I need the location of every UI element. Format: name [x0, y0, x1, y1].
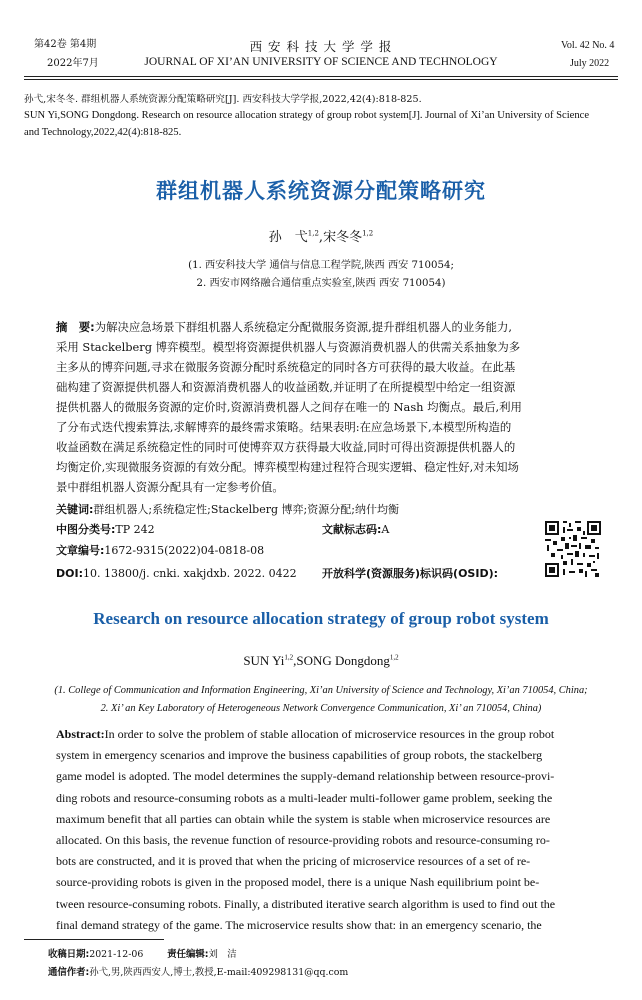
abstract-cn-line: 础构建了资源提供机器人和资源消费机器人的收益函数,并证明了在所提模型中给定一组资源 [56, 380, 516, 394]
header-rule-top [24, 76, 618, 77]
author-2: 宋冬冬 [323, 230, 363, 245]
keywords-cn [56, 501, 616, 519]
header-journal-cn: 西 安 科 技 大 学 学 报 [249, 39, 393, 54]
author-en-1: SUN Yi [243, 653, 285, 668]
abstract-en-line: maximum benefit that all parties can obtain while the system is stable when microservice resources are [56, 811, 551, 826]
abstract-en-line: source-providing robots is given in the proposed model, there is a unique Nash equilibrium point be- [56, 875, 540, 890]
footnote-received [48, 948, 237, 962]
osid [322, 565, 498, 583]
title-cn: 群组机器人系统资源分配策略研究 [156, 179, 486, 203]
author-sep: , [318, 230, 324, 245]
author-en-sep: , [293, 653, 297, 668]
article-no-value: 1672-9315(2022)04-0818-08 [104, 544, 265, 557]
doi-label: DOI: [56, 567, 83, 580]
affil-cn-2: 2. 西安市网络融合通信重点实验室,陕西 西安 710054) [196, 278, 446, 289]
abstract-cn-line: 均衡定价,实现微服务资源的有效分配。博弈模型构建过程符合现实逻辑、稳定性好,对未知场 [56, 460, 519, 474]
doi [56, 565, 297, 583]
abstract-cn-line: 主多从的博弈问题,寻求在微服务资源分配时系统稳定的同时各方可获得的最大收益。在此基 [56, 360, 516, 374]
abstract-cn [56, 317, 602, 497]
document-code [322, 521, 389, 539]
affil-cn-1: (1. 西安科技大学 通信与信息工程学院,陕西 西安 710054; [188, 260, 454, 271]
editor-label: 责任编辑: [167, 949, 209, 960]
citation-en-line1: SUN Yi,SONG Dongdong. Research on resource allocation strategy of group robot system[J]. Journal of Xi’an University of Science [24, 110, 590, 121]
author-2-sup: 1,2 [362, 229, 374, 238]
clc-value: TP 242 [115, 523, 155, 536]
abstract-en-line: game model is adopted. The model determines the supply-demand relationship between resource-provi- [56, 769, 555, 784]
abstract-cn-line: 了分布式迭代搜索算法,求解博弈的最终需求策略。结果表明:在应急场景下,本模型所构造的 [56, 420, 512, 434]
osid-label: 开放科学(资源服务)标识码(OSID): [322, 567, 499, 580]
footnote-corresponding [48, 966, 348, 980]
header-journal-en: JOURNAL OF XI’AN UNIVERSITY OF SCIENCE AND TECHNOLOGY [144, 56, 498, 68]
abstract-en-line: final demand strategy of the game. The microservice results show that: in an emergency scenario, the [56, 917, 542, 932]
article-no-label: 文章编号: [56, 544, 105, 557]
clc-code [56, 521, 155, 539]
affil-en-2: 2. Xi’ an Key Laboratory of Heterogeneous Network Convergence Communication, Xi’ an 710054, China) [100, 703, 542, 714]
abstract-cn-line: 提供机器人的微服务资源的定价时,资源消费机器人之间存在唯一的 Nash 均衡点。最后,利用 [56, 400, 522, 414]
author-en-2-sup: 1,2 [389, 653, 399, 662]
abstract-en-line: tween resource-consuming robots. Finally, a distributed iterative search algorithm is used to find out the [56, 896, 556, 911]
clc-label: 中图分类号: [56, 523, 116, 536]
header-vol-issue-cn: 第42卷 第4期 [34, 39, 97, 50]
doi-value: 10. 13800/j. cnki. xakjdxb. 2022. 0422 [82, 567, 297, 580]
author-1-sup: 1,2 [307, 229, 319, 238]
affil-en-1: (1. College of Communication and Information Engineering, Xi’an University of Science and Technology, Xi’an 710054, China; [54, 685, 588, 696]
header-vol-issue-en: Vol. 42 No. 4 [561, 40, 615, 51]
abstract-en [56, 724, 604, 936]
abstract-cn-label: 摘 要: [56, 320, 95, 334]
footnote-rule [24, 939, 164, 940]
keywords-label: 关键词: [56, 503, 94, 516]
abstract-cn-line: 为解决应急场景下群组机器人系统稳定分配微服务资源,提升群组机器人的业务能力, [94, 320, 513, 334]
author-en-1-sup: 1,2 [284, 653, 294, 662]
article-number [56, 542, 264, 560]
received-value: 2021-12-06 [89, 949, 144, 960]
received-label: 收稿日期: [48, 949, 90, 960]
abstract-en-line: ding robots and resource-consuming robots as a multi-leader multi-follower game problem, seeking the [56, 790, 553, 805]
title-en: Research on resource allocation strategy of group robot system [93, 609, 549, 628]
abstract-cn-line: 收益函数在满足系统稳定性的同时可使博弈双方获得最大收益,同时可得出资源提供机器人的 [56, 440, 516, 454]
doc-code-label: 文献标志码: [322, 523, 382, 536]
abstract-en-line: system in emergency scenarios and improve the business capabilities of group robots, the stackelberg [56, 748, 543, 763]
keywords-value: 群组机器人;系统稳定性;Stackelberg 博弈;资源分配;纳什均衡 [93, 503, 399, 516]
abstract-cn-line: 景中群组机器人资源分配具有一定参考价值。 [56, 480, 284, 494]
corr-label: 通信作者: [48, 967, 90, 978]
doc-code-value: A [381, 523, 390, 536]
abstract-en-line: In order to solve the problem of stable allocation of microservice resources in the group robot [104, 727, 555, 741]
qr-code-icon[interactable] [545, 521, 601, 577]
abstract-cn-line: 采用 Stackelberg 博弈模型。模型将资源提供机器人与资源消费机器人的供需关系抽象为多 [56, 340, 521, 354]
header-date-en: July 2022 [570, 58, 610, 69]
header-rule-bottom [24, 79, 618, 80]
citation-cn: 孙弋,宋冬冬. 群组机器人系统资源分配策略研究[J]. 西安科技大学学报,2022,42(4):818-825. [24, 94, 422, 105]
citation-en-line2: and Technology,2022,42(4):818-825. [24, 127, 182, 138]
abstract-en-line: allocated. On this basis, the revenue function of resource-providing robots and resource-consuming ro- [56, 833, 550, 848]
abstract-en-label: Abstract: [56, 727, 105, 741]
corr-value: 孙弋,男,陕西西安人,博士,教授,E-mail:409298131@qq.com [89, 967, 349, 978]
header-date-cn: 2022年7月 [47, 58, 99, 69]
author-1: 孙 弋 [268, 230, 308, 245]
authors-en [0, 653, 642, 669]
editor-value: 刘 洁 [208, 949, 237, 960]
authors-cn [0, 226, 642, 245]
author-en-2: SONG Dongdong [296, 653, 390, 668]
abstract-en-line: bots are constructed, and it is proved that when the pricing of microservice resources of a set of re- [56, 854, 531, 869]
